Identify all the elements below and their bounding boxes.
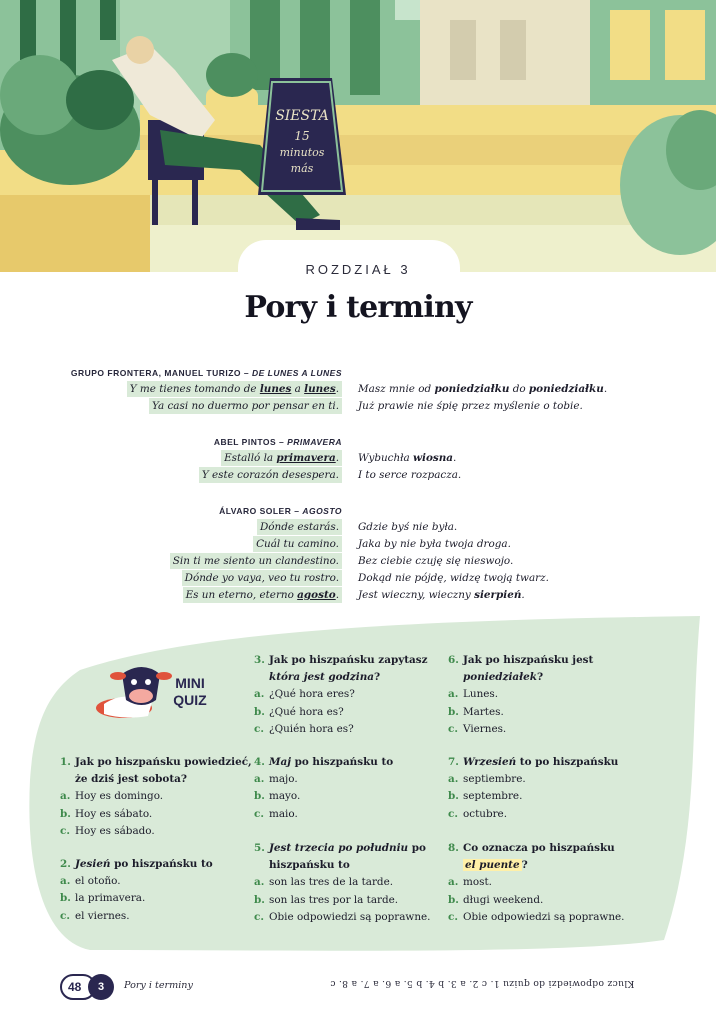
lyric-line — [0, 381, 716, 398]
lyric-spanish: Dónde yo vaya, veo tu rostro. — [182, 570, 342, 586]
lyric-line — [0, 450, 716, 467]
lyric-line — [0, 467, 716, 484]
lyric-line — [0, 398, 716, 415]
lyric-polish: Gdzie byś nie była. — [358, 521, 458, 533]
answer-option[interactable]: c. Viernes. — [448, 722, 507, 735]
song-block — [0, 504, 716, 604]
svg-text:minutos: minutos — [279, 146, 325, 159]
song-heading: GRUPO FRONTERA, MANUEL TURIZO – DE LUNES A LUNES — [70, 368, 342, 378]
answer-option[interactable]: a. septiembre. — [448, 773, 526, 786]
lyric-spanish: Estalló la primavera. — [221, 450, 342, 466]
quiz-question-8: 8. Co oznacza po hiszpańsku el puente ? a. most. b. długi weekend. c. Obie odpowiedzi są poprawne. — [448, 840, 648, 926]
lyric-polish: I to serce rozpacza. — [358, 469, 462, 481]
page-number: 48 — [60, 974, 96, 1000]
lyric-spanish: Sin ti me siento un clandestino. — [170, 553, 342, 569]
lyric-spanish: Y este corazón desespera. — [199, 467, 342, 483]
svg-text:QUIZ: QUIZ — [173, 692, 207, 708]
answer-option[interactable]: a. majo. — [254, 773, 298, 786]
answer-option[interactable]: c. Obie odpowiedzi są poprawne. — [448, 910, 625, 923]
answer-option[interactable]: c. ¿Quién hora es? — [254, 722, 354, 735]
answer-option[interactable]: c. Obie odpowiedzi są poprawne. — [254, 910, 431, 923]
song-heading: ABEL PINTOS – PRIMAVERA — [213, 437, 342, 447]
siesta-sign — [258, 78, 346, 195]
quiz-question-2: 2. Jesień po hiszpańsku to a. el otoño. b. la primavera. c. el viernes. — [60, 856, 260, 925]
page-number-badge — [60, 974, 114, 1000]
answer-option[interactable]: a. Hoy es domingo. — [60, 790, 164, 803]
answer-option[interactable]: b. Martes. — [448, 705, 504, 718]
answer-option[interactable]: b. długi weekend. — [448, 893, 544, 906]
answer-option[interactable]: b. septembre. — [448, 790, 523, 803]
song-block — [0, 435, 716, 484]
lyric-spanish: Es un eterno, eterno agosto. — [183, 587, 342, 603]
answer-option[interactable]: a. el otoño. — [60, 875, 121, 888]
answer-option[interactable]: a. most. — [448, 876, 492, 889]
lyric-polish: Bez ciebie czuję się nieswojo. — [358, 555, 514, 567]
quiz-question-1: 1. Jak po hiszpańsku powiedzieć, że dziś jest sobota? a. Hoy es domingo. b. Hoy es sábato. c. Hoy es sábado. — [60, 754, 260, 840]
lyric-polish: Dokąd nie pójdę, widzę twoją twarz. — [358, 572, 549, 584]
answer-option[interactable]: c. octubre. — [448, 807, 508, 820]
chapter-label: ROZDZIAŁ 3 — [305, 262, 411, 277]
lyric-polish: Jest wieczny, wieczny sierpień. — [358, 589, 525, 601]
lyric-polish: Już prawie nie śpię przez myślenie o tobie. — [358, 400, 583, 412]
song-lyrics — [0, 366, 716, 624]
lyric-line — [0, 519, 716, 536]
lyric-line — [0, 536, 716, 553]
song-heading: ÁLVARO SOLER – AGOSTO — [219, 506, 342, 516]
quiz-question-6: 6. Jak po hiszpańsku jest poniedziałek? a. Lunes. b. Martes. c. Viernes. — [448, 652, 648, 738]
footer-chapter-title: Pory i terminy — [124, 980, 193, 991]
svg-text:SIESTA: SIESTA — [275, 108, 329, 124]
svg-text:más: más — [290, 162, 314, 175]
lyric-spanish: Y me tienes tomando de lunes a lunes. — [127, 381, 342, 397]
answer-option[interactable]: b. mayo. — [254, 790, 301, 803]
answer-option[interactable]: b. son las tres por la tarde. — [254, 893, 399, 906]
answer-option[interactable]: b. Hoy es sábato. — [60, 807, 153, 820]
lyric-line — [0, 570, 716, 587]
answer-option[interactable]: a. ¿Qué hora eres? — [254, 688, 355, 701]
lyric-polish: Masz mnie od poniedziałku do poniedziałku. — [358, 383, 608, 395]
song-block — [0, 366, 716, 415]
lyric-spanish: Ya casi no duermo por pensar en ti. — [149, 398, 342, 414]
answer-option[interactable]: c. maio. — [254, 807, 298, 820]
quiz-question-3: 3. Jak po hiszpańsku zapytasz która jest godzina? a. ¿Qué hora eres? b. ¿Qué hora es? c. ¿Quién hora es? — [254, 652, 454, 738]
lyric-line — [0, 553, 716, 570]
answer-option[interactable]: b. ¿Qué hora es? — [254, 705, 344, 718]
lyric-spanish: Dónde estarás. — [257, 519, 342, 535]
svg-text:15: 15 — [294, 129, 310, 143]
answer-option[interactable]: a. Lunes. — [448, 688, 499, 701]
lyric-spanish: Cuál tu camino. — [253, 536, 342, 552]
svg-text:MINI: MINI — [175, 675, 205, 691]
chapter-number: 3 — [88, 974, 114, 1000]
quiz-question-5: 5. Jest trzecia po południu po hiszpańsku to a. son las tres de la tarde. b. son las tres por la tarde. c. Obie odpowiedzi są poprawne. — [254, 840, 454, 926]
answer-option[interactable]: c. Hoy es sábado. — [60, 824, 155, 837]
mini-quiz-mascot — [94, 660, 216, 722]
answer-option[interactable]: b. la primavera. — [60, 892, 146, 905]
lyric-polish: Wybuchła wiosna. — [358, 452, 457, 464]
hero-illustration — [0, 0, 716, 272]
lyric-polish: Jaka by nie była twoja droga. — [358, 538, 511, 550]
quiz-question-7: 7. Wrzesień to po hiszpańsku a. septiembre. b. septembre. c. octubre. — [448, 754, 648, 823]
quiz-answer-key: Klucz odpowiedzi do quizu 1. c 2. a 3. b 4. b 5. a 6. a 7. a 8. c — [330, 978, 635, 989]
quiz-question-4: 4. Maj po hiszpańsku to a. majo. b. mayo. c. maio. — [254, 754, 454, 823]
lyric-line — [0, 587, 716, 604]
answer-option[interactable]: c. el viernes. — [60, 909, 130, 922]
page-title: Pory i terminy — [244, 290, 472, 325]
answer-option[interactable]: a. son las tres de la tarde. — [254, 876, 394, 889]
